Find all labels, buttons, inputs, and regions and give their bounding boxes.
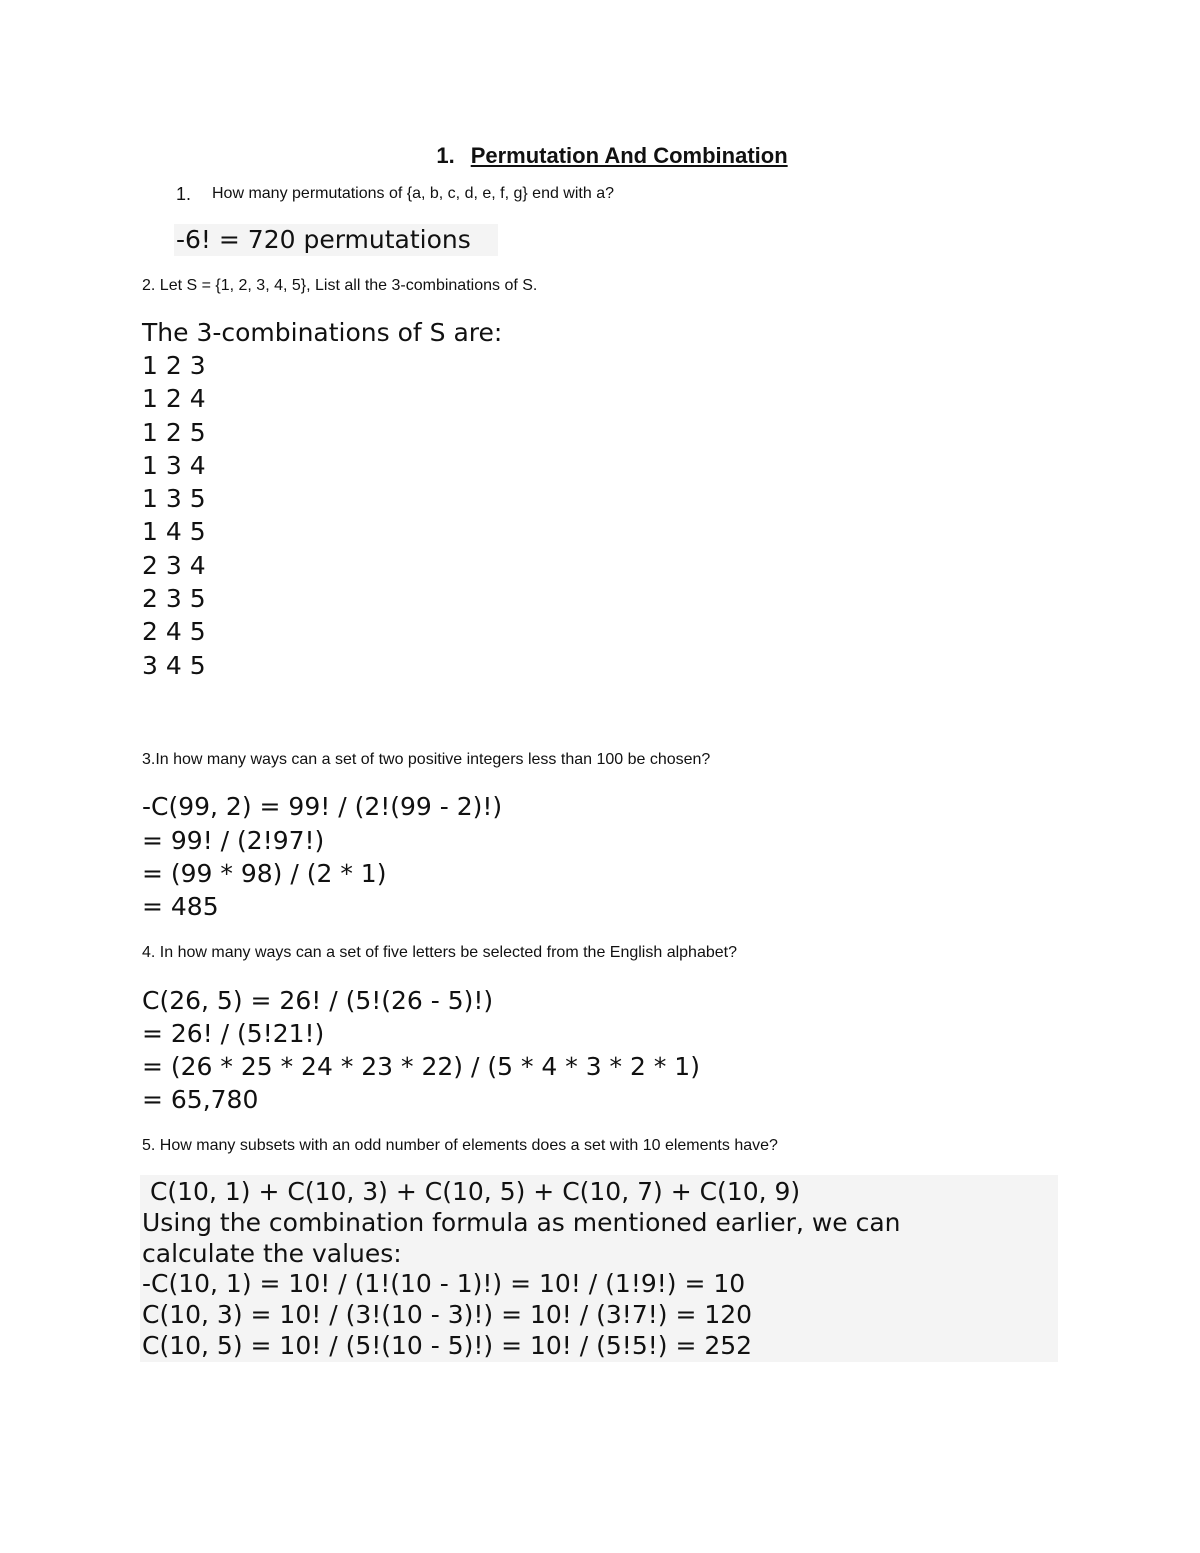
q2-question: 2. Let S = {1, 2, 3, 4, 5}, List all the 3-combinations of S.: [142, 277, 538, 294]
q3-line-3: = (99 * 98) / (2 * 1): [142, 859, 387, 888]
q4-line-3: = (26 * 25 * 24 * 23 * 22) / (5 * 4 * 3 * 2 * 1): [142, 1052, 700, 1081]
q5-question: 5. How many subsets with an odd number of elements does a set with 10 elements have?: [142, 1137, 778, 1154]
q5-line-1: C(10, 1) + C(10, 3) + C(10, 5) + C(10, 7) + C(10, 9): [142, 1177, 801, 1206]
title-number: 1.: [436, 143, 455, 168]
combination-1: 1 2 3: [142, 351, 206, 380]
q5-line-4: -C(10, 1) = 10! / (1!(10 - 1)!) = 10! / (1!9!) = 10: [142, 1269, 746, 1298]
combination-7: 2 3 4: [142, 551, 206, 580]
q4-line-4: = 65,780: [142, 1085, 259, 1114]
q1-answer: -6! = 720 permutations: [176, 225, 471, 254]
q4-line-2: = 26! / (5!21!): [142, 1019, 325, 1048]
q3-question: 3.In how many ways can a set of two positive integers less than 100 be chosen?: [142, 751, 711, 768]
q1-question: How many permutations of {a, b, c, d, e, f, g} end with a?: [212, 185, 614, 202]
page-title: [0, 143, 1200, 169]
q1-number: 1.: [176, 184, 192, 204]
combination-8: 2 3 5: [142, 584, 206, 613]
q3-line-4: = 485: [142, 892, 219, 921]
q5-line-6: C(10, 5) = 10! / (5!(10 - 5)!) = 10! / (5!5!) = 252: [142, 1331, 753, 1360]
q5-line-3: calculate the values:: [142, 1239, 402, 1268]
combination-9: 2 4 5: [142, 617, 206, 646]
title-text: Permutation And Combination: [470, 143, 788, 168]
q4-question: 4. In how many ways can a set of five letters be selected from the English alphabet?: [142, 944, 737, 961]
combination-10: 3 4 5: [142, 651, 206, 680]
q5-line-5: C(10, 3) = 10! / (3!(10 - 3)!) = 10! / (3!7!) = 120: [142, 1300, 753, 1329]
q3-line-2: = 99! / (2!97!): [142, 826, 325, 855]
combination-4: 1 3 4: [142, 451, 206, 480]
combination-5: 1 3 5: [142, 484, 206, 513]
q4-line-1: C(26, 5) = 26! / (5!(26 - 5)!): [142, 986, 494, 1015]
q3-line-1: -C(99, 2) = 99! / (2!(99 - 2)!): [142, 792, 503, 821]
combination-6: 1 4 5: [142, 517, 206, 546]
combination-3: 1 2 5: [142, 418, 206, 447]
combination-2: 1 2 4: [142, 384, 206, 413]
q2-heading: The 3-combinations of S are:: [142, 318, 503, 347]
q5-line-2: Using the combination formula as mentioned earlier, we can: [142, 1208, 901, 1237]
